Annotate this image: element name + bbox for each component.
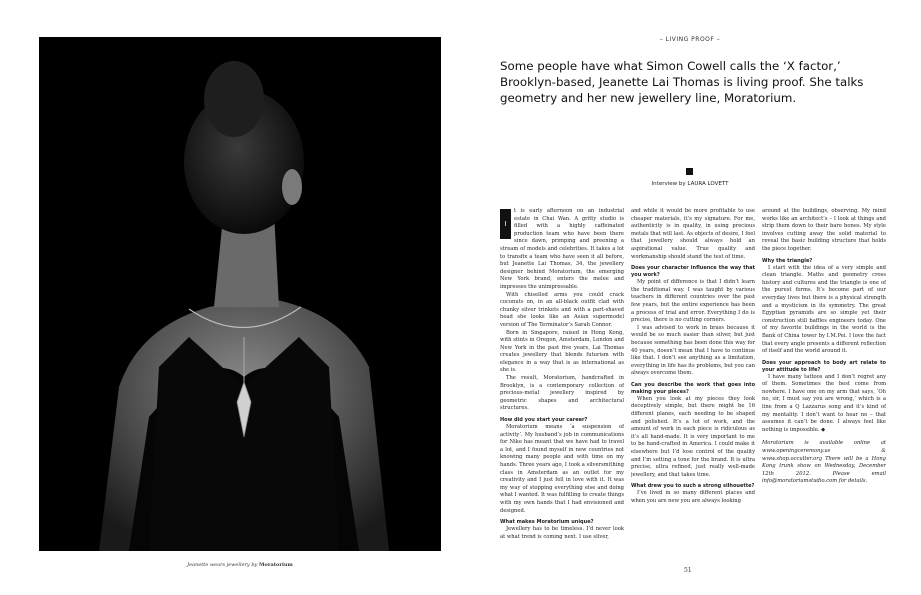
- drop-cap: I: [500, 209, 511, 239]
- caption-text: Jeanette wears jewellery by: [187, 562, 258, 568]
- article-column-3: [762, 208, 886, 558]
- paragraph: I start with the idea of a very simple and clean triangle. Maths and geometry cross history and cultures and the triangle is one of the purest forms. It’s become part of our everyday lives but there is a physical strength and a mysticism in its symmetry. The great Egyptian pyramids are so simple yet their construction still baffles engineers today. One of my favorite buildings in the world is the Bank of China tower by I.M.Pei. I love the fact that every angle presents a different reflection of itself and the world around it.: [762, 264, 886, 355]
- question-heading: Does your approach to body art relate to your attitude to life?: [762, 359, 886, 373]
- headline: Some people have what Simon Cowell calls the ‘X factor,’ Brooklyn-based, Jeanette Lai Thomas is living proof. She talks geometry and her new jewellery line, Moratorium.: [500, 59, 864, 105]
- availability-note: Moratorium is available online at www.openingceremony.us & www.shop.occulter.org There will be a Hong Kong trunk show on Wednesday, December 12th 2012. Please email info@moratoriumstudio.com for details.: [762, 440, 886, 485]
- portrait-illustration: [39, 37, 441, 551]
- article-column-1: [500, 208, 624, 558]
- page-number: 51: [684, 567, 692, 574]
- square-ornament: [686, 168, 693, 175]
- question-heading: What makes Moratorium unique?: [500, 519, 594, 526]
- question-heading: Can you describe the work that goes into making your pieces?: [631, 381, 755, 395]
- photo-caption: [39, 562, 441, 568]
- paragraph: With chiselled arms you could crack coconuts on, in an all-black outfit clad with chunky silver trinkets and with a part-shaved head she looks like an Asian supermodel version of The Terminator’s Sarah Connor.: [500, 291, 624, 328]
- paragraph-text: t is early afternoon on an industrial estate in Chai Wan. A gritty studio is filled with a highly caffeinated production team who have been there since dawn, primping and preening a stream of models and celebrities. It takes a lot to transfix a team who have seen it all before, but Jeanette Lai Thomas, 34, the jewellery designer behind Moratorium, the emerging New York brand, enters the melee and impresses the unimpressable.: [500, 208, 624, 290]
- paragraph: My point of difference is that I didn’t learn the traditional way. I was taught by various teachers in different countries over the past few years, but the entire experience has been a process of trial and error. Everything I do is precise, there is no cutting corners.: [631, 279, 755, 324]
- paragraph: Born in Singapore, raised in Hong Kong, with stints in Oregon, Amsterdam, London and New York in the past five years, Lai Thomas creates jewellery that blends futurism with elegance in a way that is as international as she is.: [500, 329, 624, 374]
- caption-brand: Moratorium: [258, 562, 293, 568]
- paragraph: I was advised to work in brass because it would be so much easier than silver, but just because something has been done this way for 40 years, doesn’t mean that I have to continue like that. I don’t see anything as a limitation, everything in life has its problems, but you can always overcome them.: [631, 324, 755, 377]
- paragraph: [500, 208, 624, 292]
- paragraph: and while it would be more profitable to use cheaper materials, it’s my signature. For me, authenticity is in quality, in using precious metals that will last. As objects of desire, I feel that jewellery should always hold an aspirational value. True quality and workmanship should stand the test of time.: [631, 208, 755, 260]
- article-column-2: [631, 208, 755, 558]
- paragraph: Moratorium means ‘a suspension of activity’. My husband’s job in communications for Nike has meant that we have had to travel a lot, and I found myself in new countries not knowing many people and with time on my hands. Three years ago, I took a silversmithing class in Amsterdam as an outlet for my creativity and I just fell in love with it. It was my way of stopping everything else and doing what I wanted. It was fulfilling to create things with my own hands that I had envisioned and designed.: [500, 424, 624, 514]
- question-heading: Why the triangle?: [762, 257, 813, 264]
- question-heading: Does your character influence the way that you work?: [631, 265, 755, 279]
- question-heading: What drew you to such a strong silhouette?: [631, 483, 755, 490]
- paragraph: When you look at my pieces they look deceptively simple, but there might be 16 different planes, each needing to be shaped and polished. It’s a lot of work, and the amount of work in each piece is ridiculous as it’s all hand-made. It is very important to me to be hand-crafted in America. I could make it elsewhere but I’d lose control of the quality and I’m setting a tone for the brand. It is ultra precise, ultra refined, just really well-made jewellery, and that takes time.: [631, 395, 755, 478]
- paragraph: I’ve lived in so many different places and when you are new you are always looking: [631, 490, 755, 504]
- portrait-photo: [39, 37, 441, 551]
- byline: Interview by LAURA LOVETT: [651, 181, 729, 187]
- paragraph: Jewellery has to be timeless. I’d never look at what trend is coming next. I use silver,: [500, 526, 624, 540]
- paragraph: The result, Moratorium, handcrafted in Brooklyn, is a contemporary collection of precious-metal jewellery inspired by geometric shapes and architectural structures.: [500, 375, 624, 412]
- section-label: – LIVING PROOF –: [659, 36, 721, 43]
- question-heading: How did you start your career?: [500, 417, 588, 424]
- paragraph: around at the buildings, observing. My mind works like an architect’s – I look at things and strip them down to their bare bones. My style involves cutting away the solid material to reveal the basic building structure that holds the piece together.: [762, 208, 886, 252]
- paragraph: I have many tattoos and I don’t regret any of them. Sometimes the best come from nowhere. I have one on my arm that says, ‘Oh no, sir, I must say you are wrong,’ which is a line from a Q Lazzarus song and it’s kind of my mentality. I don’t want to hear no – that assumes it can’t be done. I always feel like nothing is impossible. ◆: [762, 373, 886, 433]
